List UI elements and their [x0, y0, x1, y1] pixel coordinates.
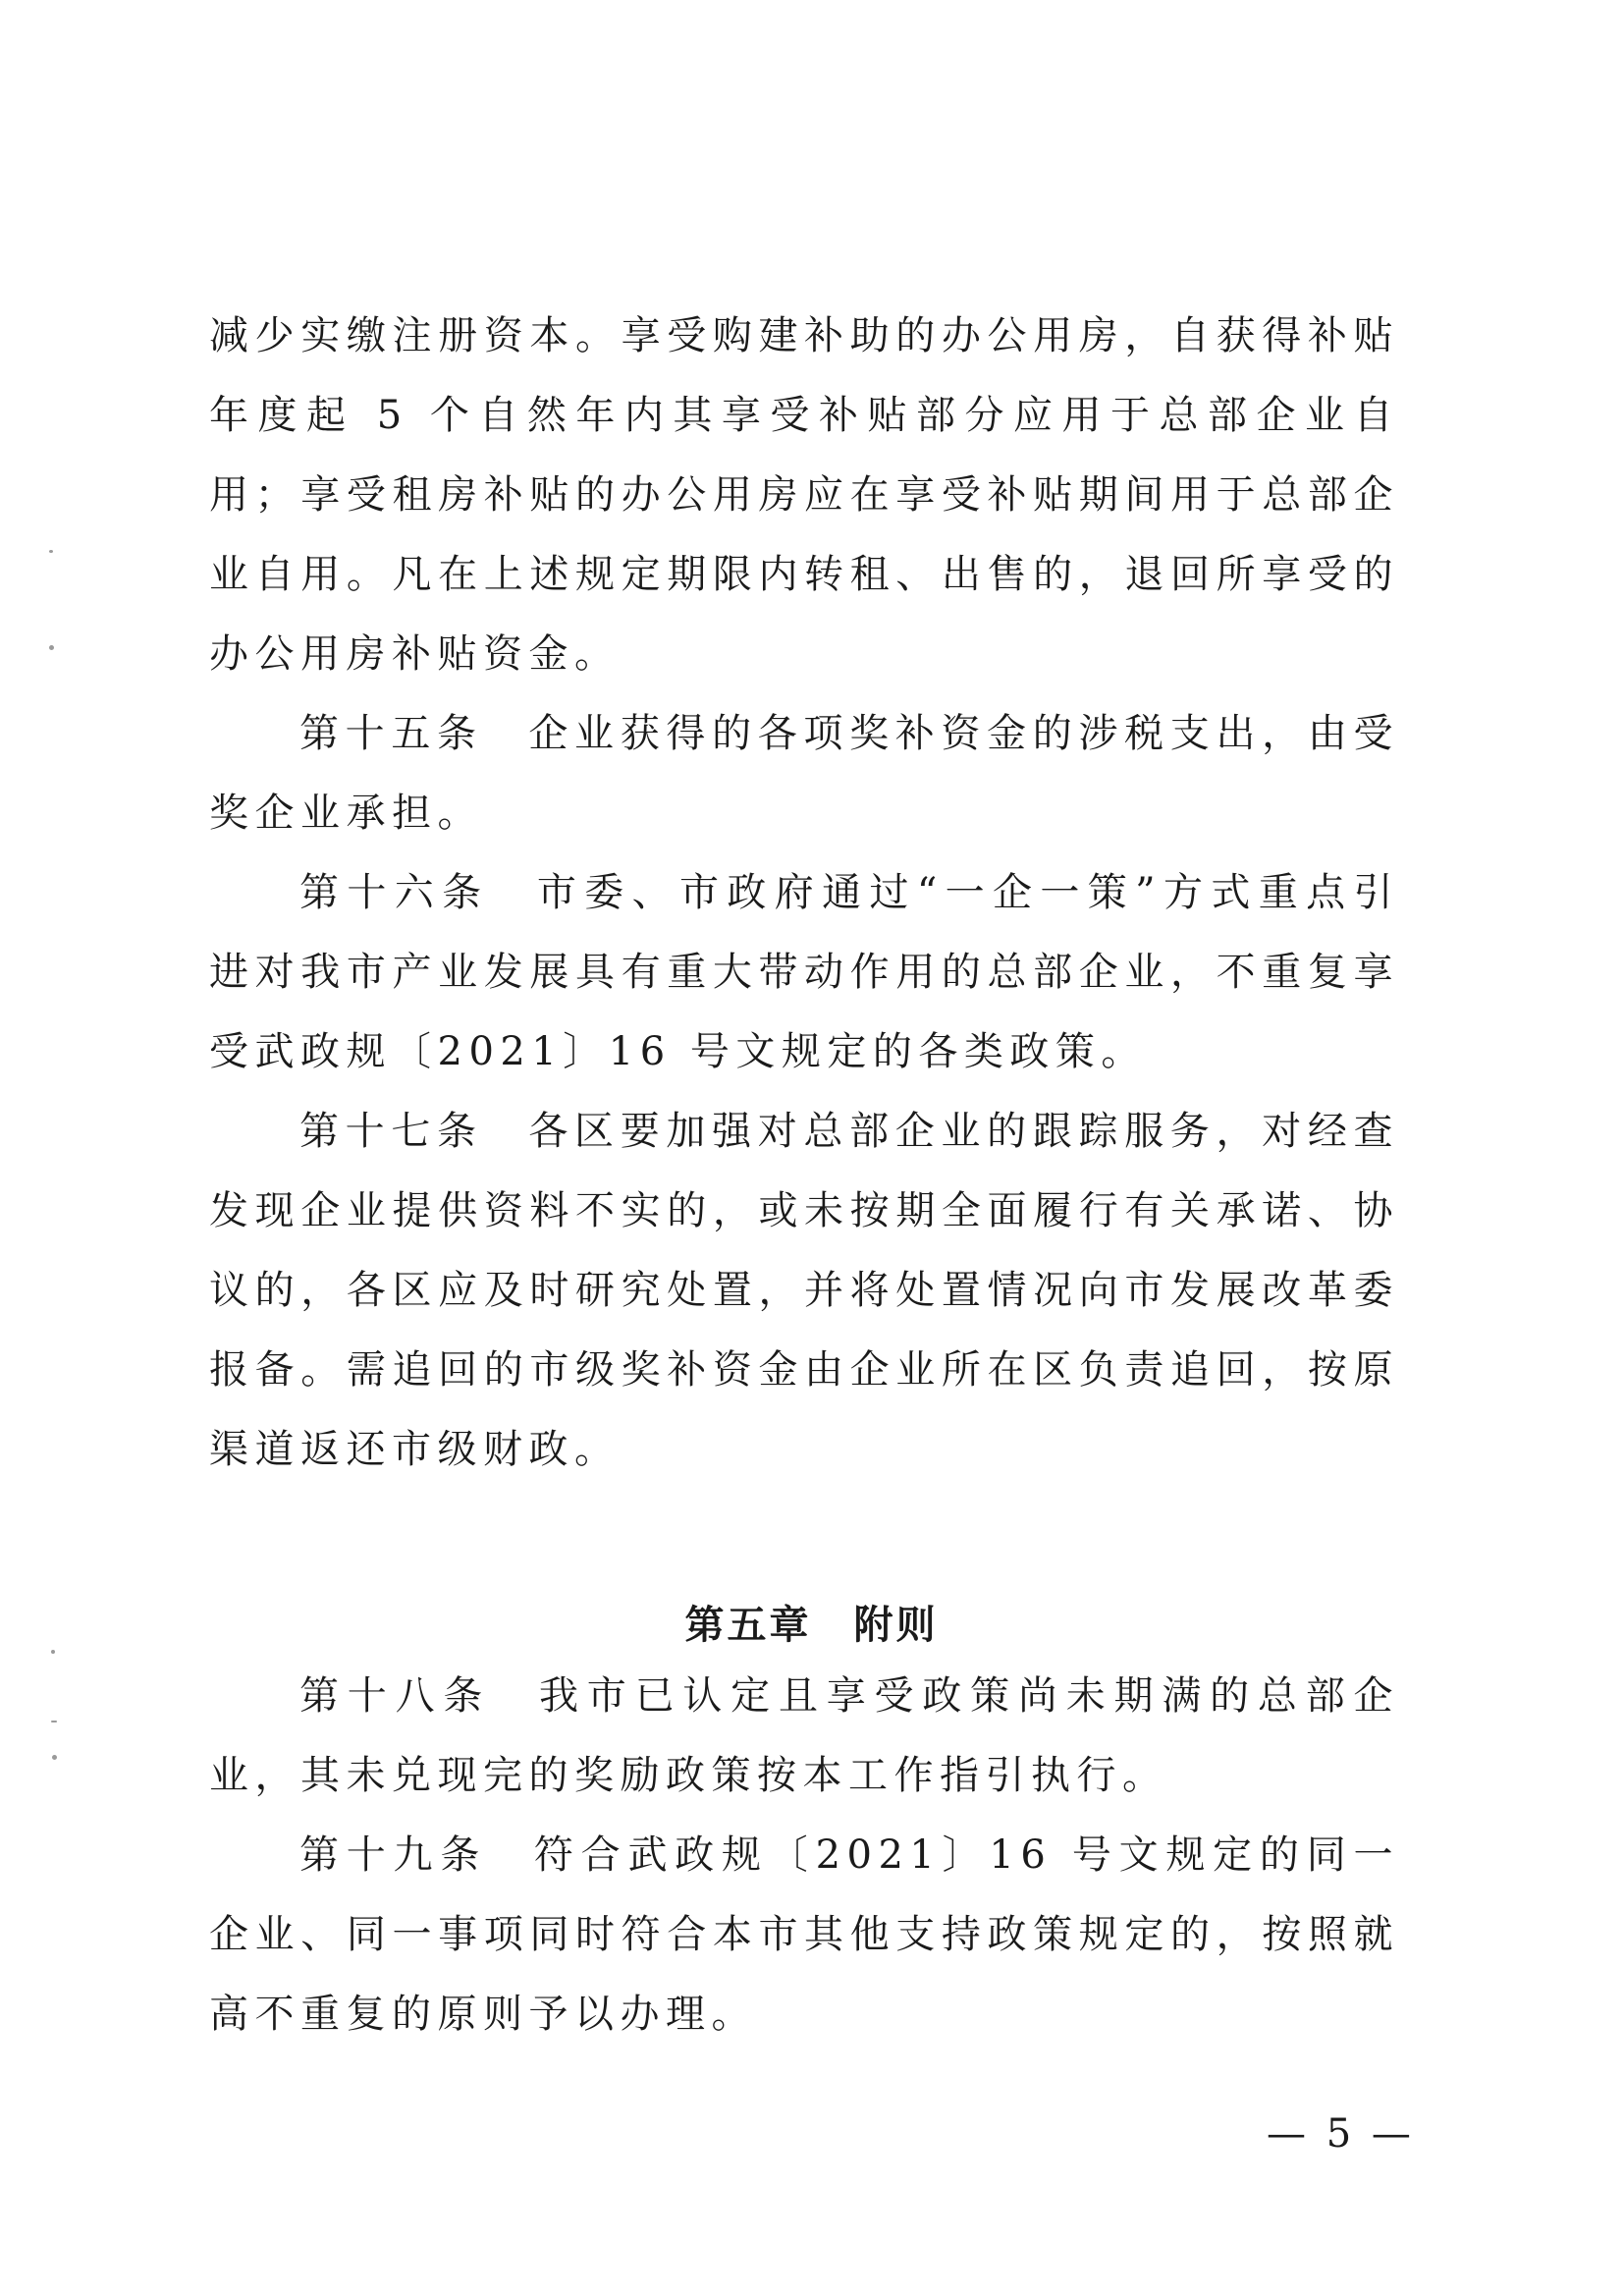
- article-16: 第十六条 市委、市政府通过“一企一策”方式重点引进对我市产业发展具有重大带动作用的总部企业，不重复享受武政规〔2021〕16 号文规定的各类政策。: [209, 870, 1399, 1074]
- chapter-heading: 第五章 附则: [684, 1603, 939, 1648]
- article-17: 第十七条 各区要加强对总部企业的跟踪服务，对经查发现企业提供资料不实的，或未按期全面履行有关承诺、协议的，各区应及时研究处置，并将处置情况向市发展改革委报备。需追回的市级奖补资金由企业所在区负责追回，按原渠道返还市级财政。: [209, 1109, 1399, 1472]
- scan-speck: [51, 1650, 55, 1654]
- scan-speck: [52, 1755, 57, 1760]
- article-15: 第十五条 企业获得的各项奖补资金的涉税支出，由受奖企业承担。: [209, 711, 1399, 836]
- scan-speck: [51, 1721, 57, 1722]
- article-18: 第十八条 我市已认定且享受政策尚未期满的总部企业，其未兑现完的奖励政策按本工作指引执行。: [209, 1673, 1399, 1798]
- body-text-top: [209, 297, 1399, 1490]
- scan-speck: [49, 550, 53, 553]
- page-number: — 5 —: [1267, 2111, 1415, 2157]
- scan-speck: [49, 645, 54, 650]
- article-19: 第十九条 符合武政规〔2021〕16 号文规定的同一企业、同一事项同时符合本市其他支持政策规定的，按照就高不重复的原则予以办理。: [209, 1832, 1399, 2037]
- paragraph-continuation: 减少实缴注册资本。享受购建补助的办公用房，自获得补贴年度起 5 个自然年内其享受补贴部分应用于总部企业自用；享受租房补贴的办公用房应在享受补贴期间用于总部企业自用。凡在上述规定期限内转租、出售的，退回所享受的办公用房补贴资金。: [209, 313, 1399, 677]
- body-text-bottom: [209, 1657, 1399, 2054]
